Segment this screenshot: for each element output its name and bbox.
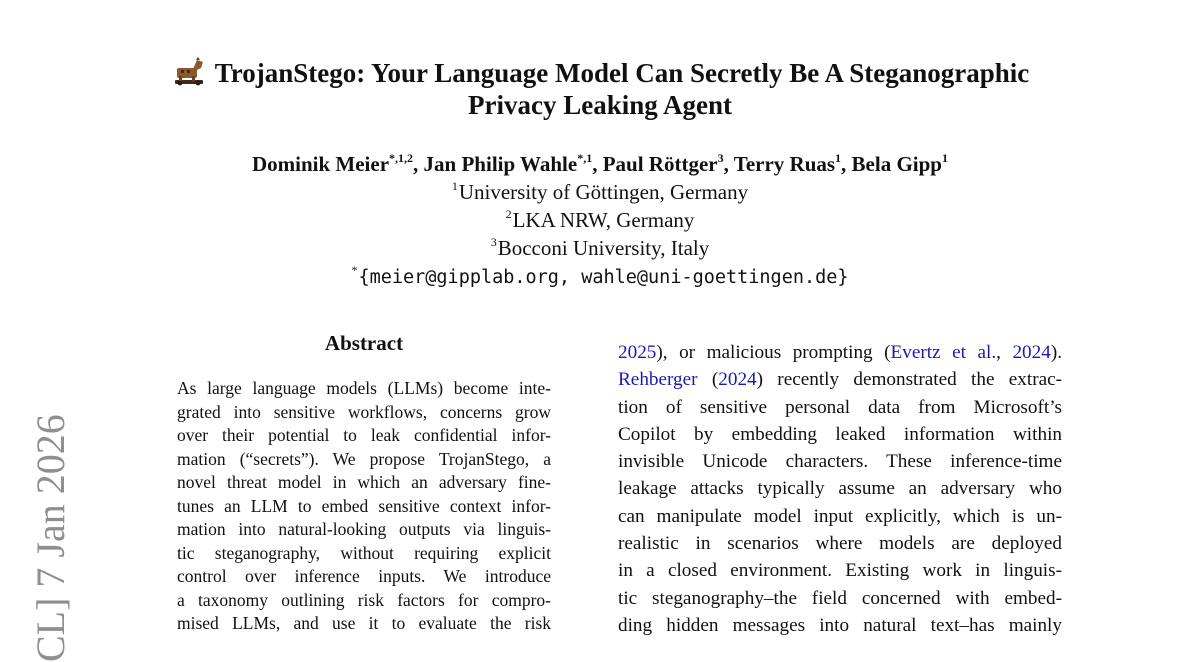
intro-line: tic steganography–the field concerned with embed- [618,587,1062,609]
abstract-line: novel threat model in which an adversary fine- [177,472,551,492]
author-2 [424,152,603,176]
author-affil-marker: *,1 [577,151,593,165]
paper-title [140,56,1060,121]
author-separator: , [413,152,424,176]
author-affil-marker: 3 [717,151,724,165]
intro-text: ). [1050,342,1062,363]
author-list [150,150,1050,178]
affiliation-2 [150,206,1050,234]
affil-marker: 1 [451,179,458,193]
abstract-line: mised LLMs, and use it to evaluate the risk [177,613,551,633]
citation-link[interactable]: 2024 [718,369,757,391]
abstract-heading: Abstract [324,331,404,355]
intro-line [618,339,1062,366]
abstract-line: a taxonomy outlining risk factors for compro- [177,589,551,610]
affil-marker: 3 [490,235,497,249]
intro-text: ), or malicious prompting ( [656,342,891,363]
intro-column [618,339,1062,639]
intro-line: leakage attacks typically assume an adversary who [618,478,1062,500]
abstract-line: mation (“secrets”). We propose TrojanStego, a [177,448,551,469]
email-marker: * [351,263,358,277]
author-name: Jan Philip Wahle [423,152,578,176]
author-separator: , [723,152,734,176]
author-separator: , [841,152,852,176]
author-affil-marker: 1 [942,151,948,165]
affiliation-1 [150,178,1050,206]
arxiv-side-stamp: CL] 7 Jan 2026 [28,414,73,662]
abstract-body [177,377,551,636]
intro-line: realistic in scenarios where models are deployed [618,533,1062,555]
author-affil-marker: *,1,2 [389,151,414,165]
intro-line: Copilot by embedding leaked information within [618,423,1062,445]
abstract-line: control over inference inputs. We introduce [177,566,551,586]
title-line-2: Privacy Leaking Agent [468,90,732,120]
abstract-line: As large language models (LLMs) become inte- [177,378,551,398]
abstract-line: tic steganography, without requiring explicit [177,542,551,563]
intro-line: in a closed environment. Existing work in linguis- [618,560,1062,582]
intro-line: invisible Unicode characters. These inference-time [618,451,1062,473]
author-name: Paul Röttger [602,152,718,176]
affil-text: University of Göttingen, Germany [458,180,749,204]
abstract-line: grated into sensitive workflows, concerns grow [177,401,551,422]
author-affil-marker: 1 [835,151,842,165]
intro-text: ( [697,369,719,391]
author-1 [252,152,424,176]
email-text: {meier@gipplab.org, wahle@uni-goettingen.de} [358,267,849,288]
citation-link[interactable]: Rehberger [618,369,698,391]
author-4 [734,152,852,176]
author-name: Bela Gipp [851,152,942,176]
citation-link[interactable]: Evertz et al. [890,342,997,363]
intro-line: can manipulate model input explicitly, which is un- [618,505,1062,527]
affil-text: Bocconi University, Italy [497,236,710,260]
affiliation-list [150,178,1050,292]
author-separator: , [592,152,603,176]
author-name: Dominik Meier [251,152,390,176]
contact-emails [150,262,1050,292]
trojan-horse-icon [171,56,207,86]
author-name: Terry Ruas [733,152,836,176]
abstract-line: tunes an LLM to embed sensitive context infor- [177,495,551,516]
abstract-line: over their potential to leak confidential infor- [177,425,551,445]
intro-line [618,366,1062,393]
title-line-1 [140,56,1060,89]
intro-text: ) recently demonstrated the extrac- [756,369,1062,391]
intro-line: ding hidden messages into natural text–has mainly [618,614,1062,636]
title-text-1: TrojanStego: Your Language Model Can Secretly Be A Steganographic [214,58,1030,88]
author-3 [603,152,734,176]
author-5 [852,152,948,176]
affil-text: LKA NRW, Germany [512,208,695,232]
citation-link[interactable]: 2024 [1012,342,1051,363]
affil-marker: 2 [505,207,512,221]
affiliation-3 [150,234,1050,262]
intro-line: tion of sensitive personal data from Microsoft’s [618,396,1062,418]
intro-text: , [996,342,1013,363]
abstract-line: mation into natural-looking outputs via linguis- [177,519,551,539]
citation-link[interactable]: 2025 [618,342,657,363]
